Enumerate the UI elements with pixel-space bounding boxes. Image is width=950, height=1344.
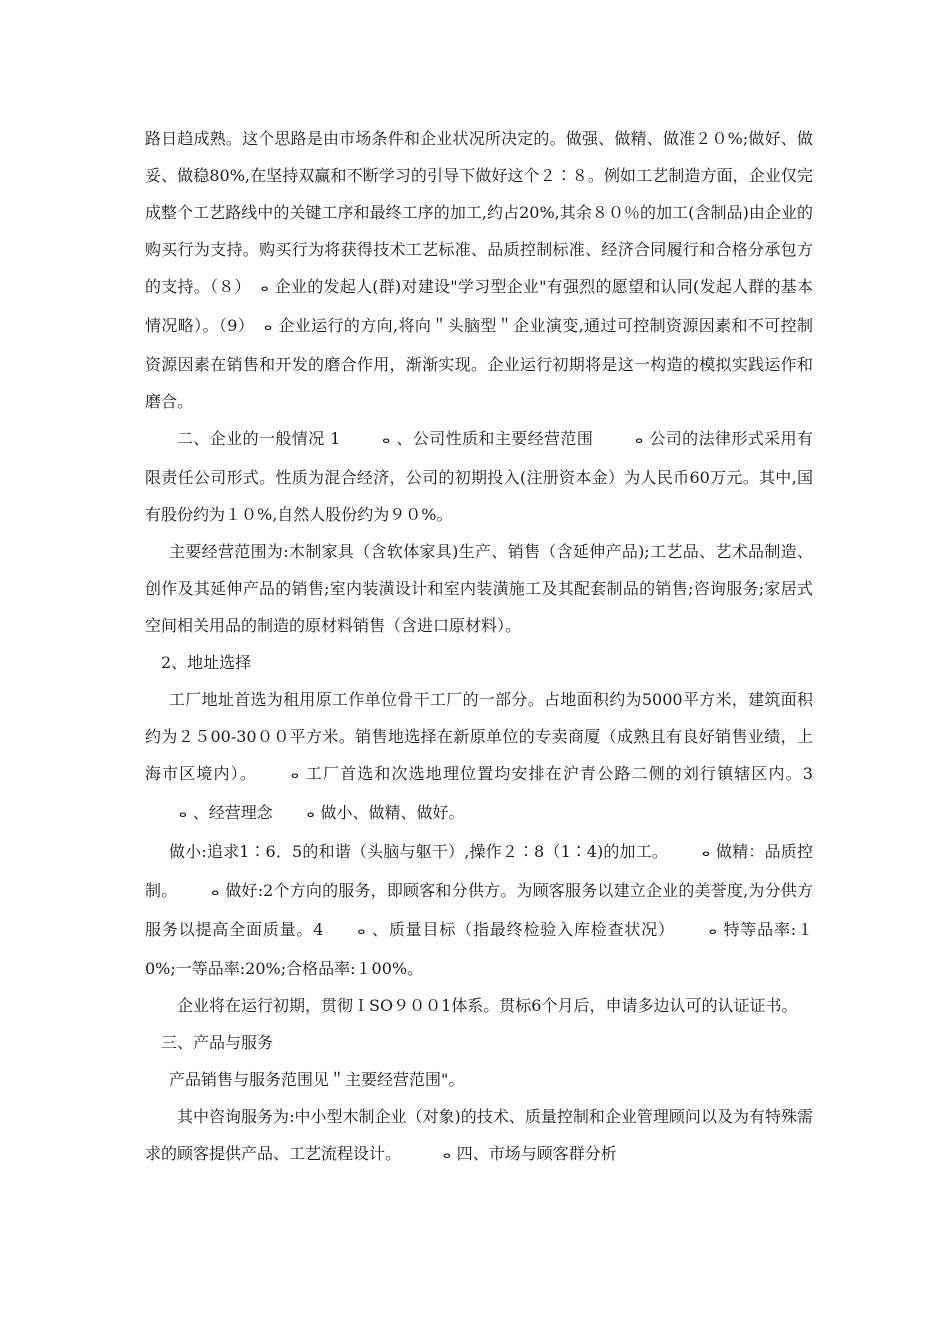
section-heading: 二、企业的一般情况 1 xyxy=(177,429,341,448)
text-run: 、公司性质和主要经营范围 xyxy=(396,429,594,448)
text-run: 其中咨询服务为:中小型木制企业（对象)的技术、质量控制和企业管理顾问以及为有特殊需求的顾客提供产品、工艺流程设计。 xyxy=(145,1107,813,1163)
paragraph: 产品销售与服务范围见＂主要经营范围"。 xyxy=(169,1070,465,1089)
bullet-mark-icon: ⴰ xyxy=(290,767,299,781)
bullet-mark-icon: ⴰ xyxy=(443,1147,451,1161)
text-run: 公司的法律形式采用有限责任公司形式。性质为混合经济，公司的初期投入(注册资本金）为人民币60万元。其中,国有股份约为１０%,自然人股份约为９０%。 xyxy=(145,429,813,524)
text-run: 工厂首选和次选地理位置均安排在沪青公路二侧的刘行镇辖区内。3 xyxy=(304,764,813,783)
bullet-mark-icon: ⴰ xyxy=(702,845,710,859)
paragraph: 主要经营范围为:木制家具（含软体家具)生产、销售（含延伸产品);工艺品、艺术品制造、创作及其延伸产品的销售;室内装潢设计和室内装潢施工及其配套制品的销售;咨询服务;家居式空间相关用品的制造的原材料销售（含进口原材料）。 xyxy=(145,542,813,635)
bullet-mark-icon: ⴰ xyxy=(635,432,643,446)
bullet-mark-icon: ⴰ xyxy=(264,319,272,333)
section-heading: 三、产品与服务 xyxy=(161,1033,274,1052)
paragraph xyxy=(145,681,813,833)
section-heading: 四、市场与顾客群分析 xyxy=(456,1144,617,1163)
bullet-mark-icon: ⴰ xyxy=(211,884,220,898)
bullet-mark-icon: ⴰ xyxy=(708,923,717,937)
text-run: 特等品率:１0%;一等品率:20%;合格品率:１00%。 xyxy=(145,920,813,978)
text-run: 做好:2个方向的服务，即顾客和分供方。为顾客服务以建立企业的美誉度,为分供方服务以提高全面质量。4 xyxy=(145,881,813,939)
text-run: 、经营理念 xyxy=(192,803,273,822)
bullet-mark-icon: ⴰ xyxy=(260,280,269,294)
document-body xyxy=(145,120,813,1174)
bullet-mark-icon: ⴰ xyxy=(382,432,391,446)
paragraph xyxy=(145,1098,813,1174)
text-run: 做小、做精、做好。 xyxy=(320,803,465,822)
paragraph xyxy=(145,120,813,420)
text-run: 、质量目标（指最终检验入库检查状况） xyxy=(371,920,675,939)
text-run: 做小:追求1∶6．5的和谐（头脑与躯干）,操作２∶8（1∶4)的加工。 xyxy=(169,842,669,861)
text-run: 路日趋成熟。这个思路是由市场条件和企业状况所决定的。做强、做精、做准２０%;做好、做妥、做稳80%,在坚持双赢和不断学习的引导下做好这个２∶８。例如工艺制造方面，企业仅完成整个工艺路线中的关键工序和最终工序的加工,约占20%,其余８０％的加工(含制品)由企业的购买行为支持。购买行为将获得技术工艺标准、品质控制标准、经济合同履行和合格分承包方的支持。（８） xyxy=(145,129,813,296)
bullet-mark-icon: ⴰ xyxy=(306,806,315,820)
paragraph xyxy=(145,420,813,533)
text-run: 工厂地址首选为租用原工作单位骨干工厂的一部分。占地面积约为5000平方米，建筑面积约为２５00-30００平方米。销售地选择在新原单位的专卖商厦（成熟且有良好销售业绩，上海市区境内）。 xyxy=(145,690,813,783)
paragraph: 企业将在运行初期，贯彻ＩSO９００1体系。贯标6个月后，申请多边认可的认证证书。 xyxy=(177,996,798,1015)
bullet-mark-icon: ⴰ xyxy=(357,923,366,937)
text-run: 企业运行的方向,将向＂头脑型＂企业演变,通过可控制资源因素和不可控制资源因素在销售和开发的磨合作用，渐渐实现。企业运行初期将是这一构造的模拟实践运作和磨合。 xyxy=(145,316,813,411)
text-run: 做精：品质控制。 xyxy=(145,842,813,900)
section-heading: 2、地址选择 xyxy=(161,653,252,672)
bullet-mark-icon: ⴰ xyxy=(179,806,187,820)
text-run: 企业的发起人(群)对建设"学习型企业"有强烈的愿望和认同(发起人群的基本情况略）。（9） xyxy=(145,277,813,335)
paragraph xyxy=(145,833,813,987)
